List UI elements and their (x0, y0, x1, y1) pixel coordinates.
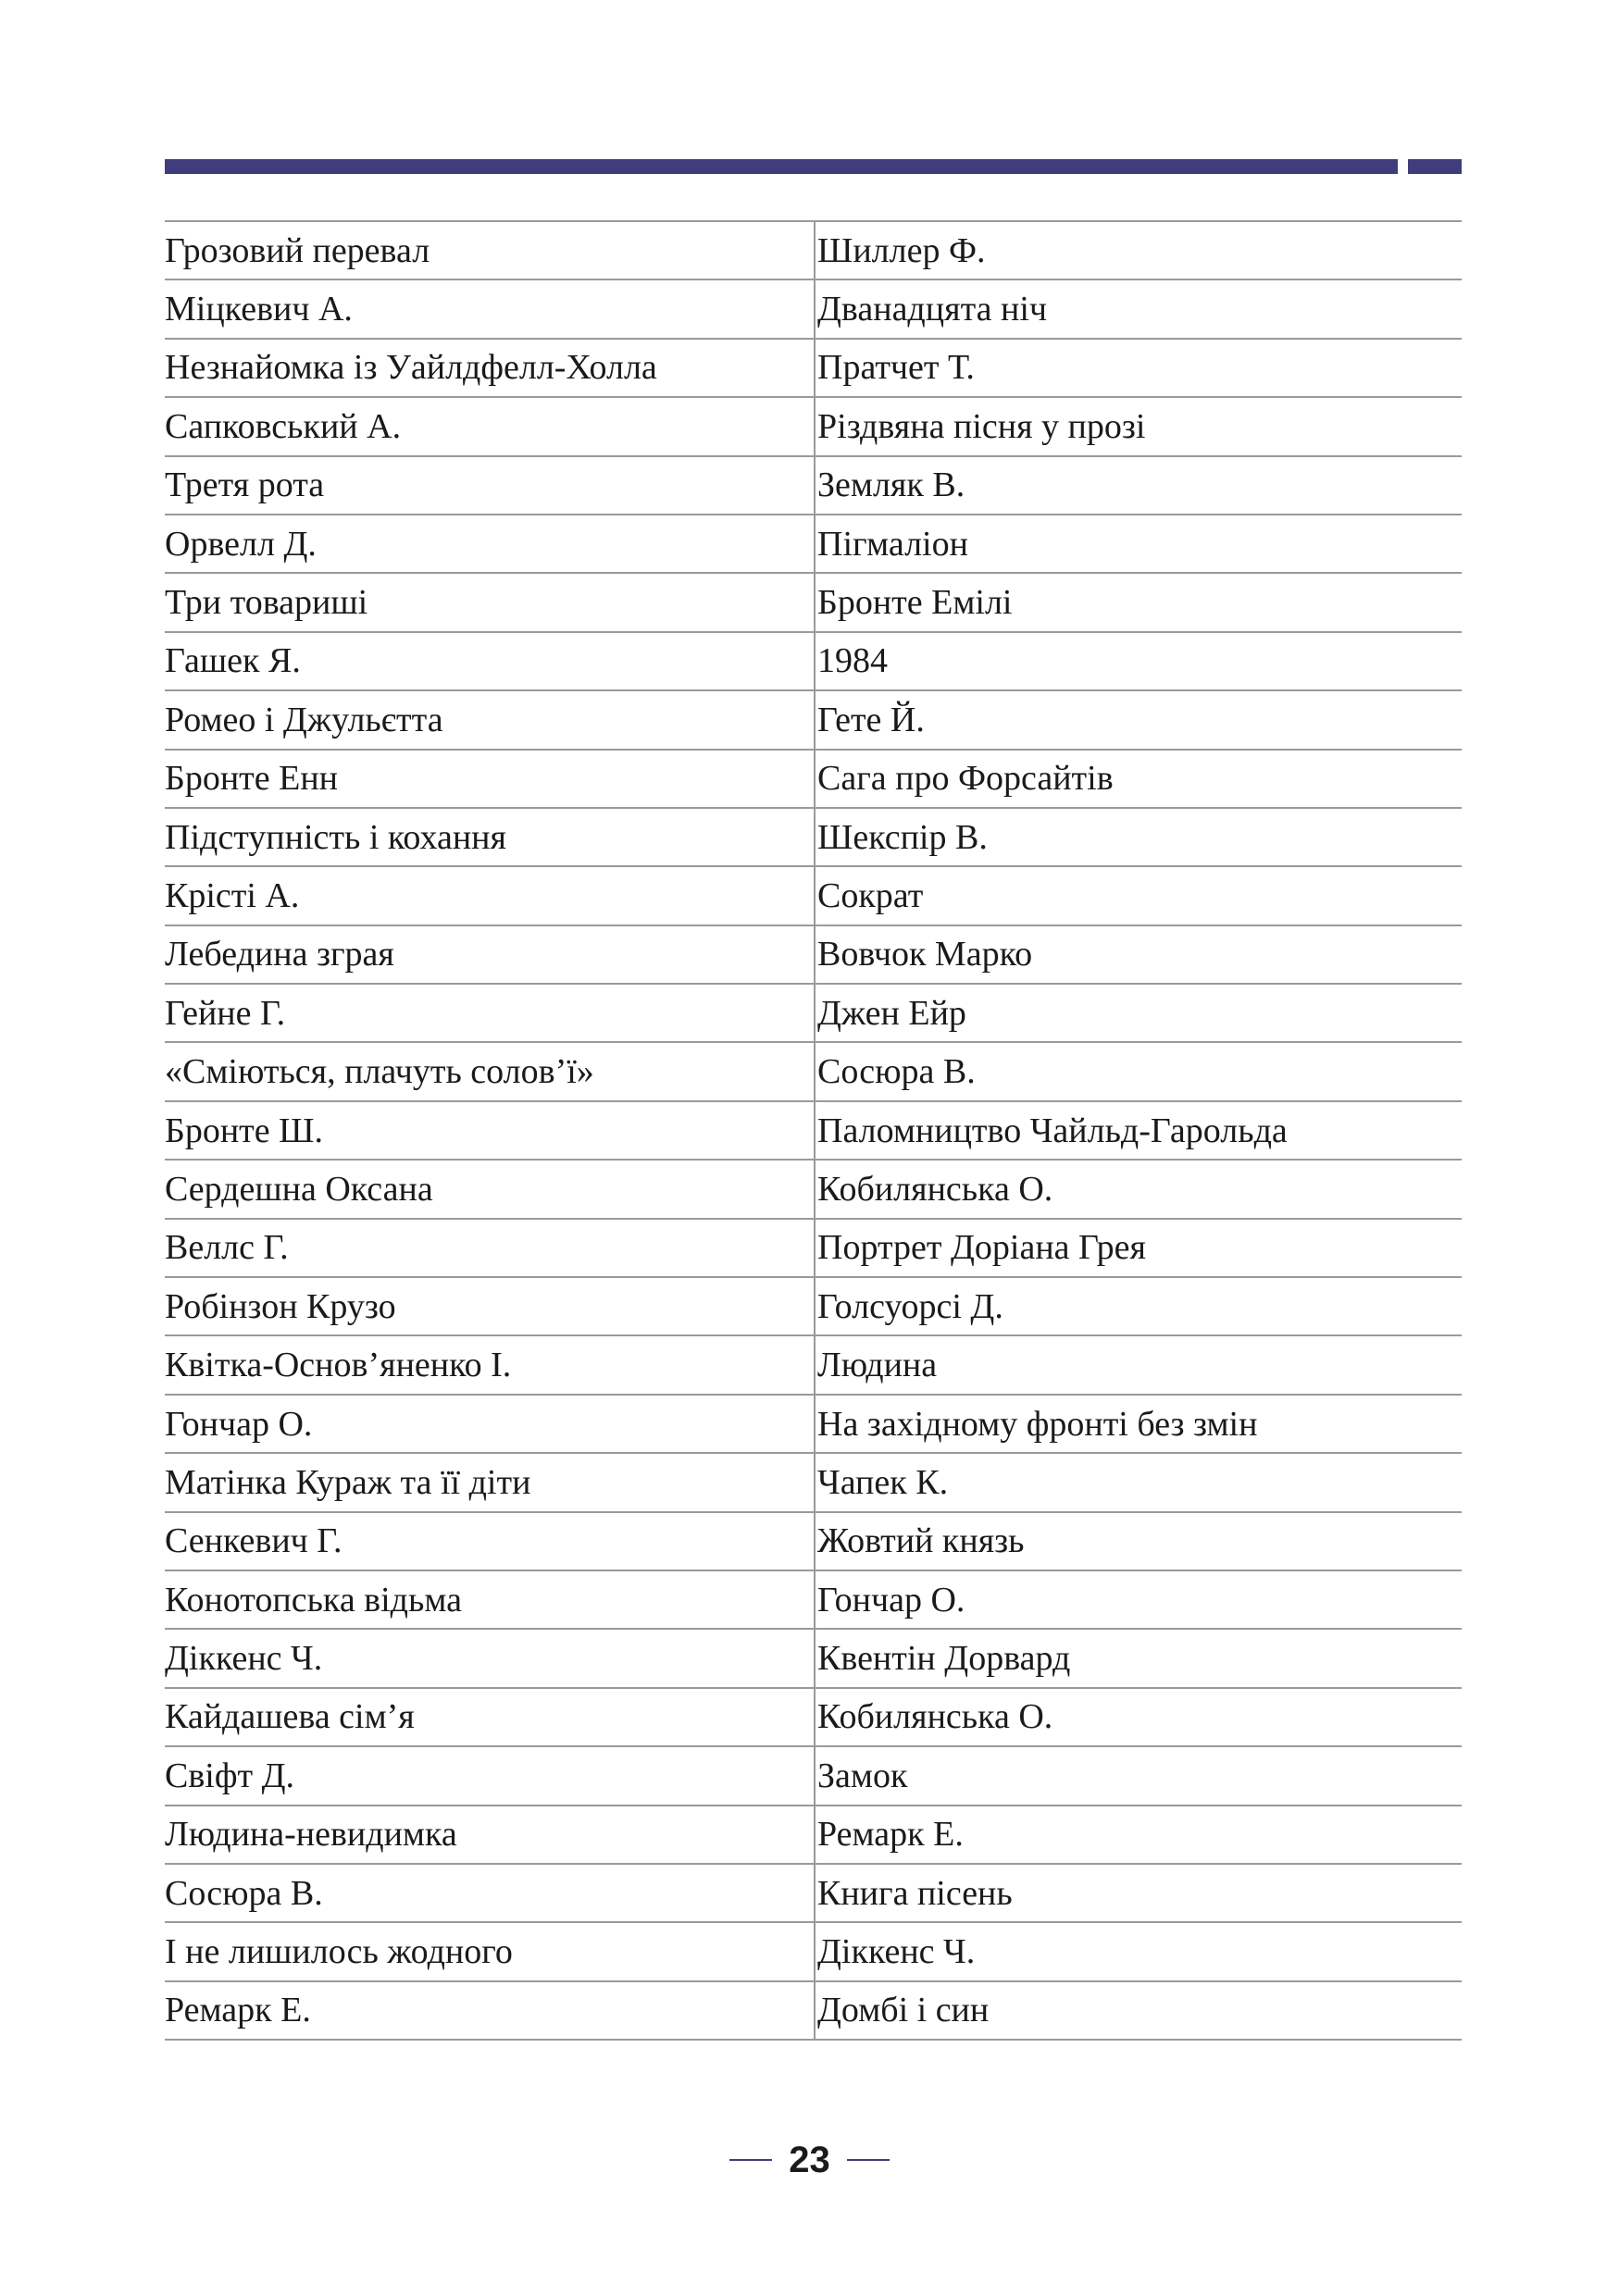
left-cell: Конотопська відьма (165, 1580, 462, 1620)
left-cell: Робінзон Крузо (165, 1286, 396, 1326)
right-cell: Вовчок Марко (814, 926, 1462, 983)
left-cell: Незнайомка із Уайлдфелл-Холла (165, 348, 657, 388)
right-cell: Діккенс Ч. (814, 1923, 1462, 1980)
right-cell: Шекспір В. (814, 809, 1462, 865)
table-row (165, 1220, 1462, 1278)
left-cell: Гашек Я. (165, 641, 301, 681)
left-cell: І не лишилось жодного (165, 1932, 513, 1972)
right-cell: Сосюра В. (814, 1043, 1462, 1099)
page-footer (0, 2132, 1619, 2188)
table-row (165, 1806, 1462, 1865)
table-row (165, 1571, 1462, 1630)
table-row (165, 1396, 1462, 1454)
right-cell: Ремарк Е. (814, 1806, 1462, 1863)
right-cell: Пратчет Т. (814, 340, 1462, 396)
table-row (165, 340, 1462, 398)
left-cell: Матінка Кураж та її діти (165, 1462, 531, 1502)
left-cell: Квітка-Основ’яненко І. (165, 1346, 512, 1385)
left-cell: Грозовий перевал (165, 230, 430, 270)
table-row (165, 222, 1462, 280)
table-row (165, 1923, 1462, 1981)
left-cell: Сердешна Оксана (165, 1169, 433, 1209)
table-row (165, 280, 1462, 339)
right-cell: Чапек К. (814, 1454, 1462, 1510)
left-cell: Кайдашева сім’я (165, 1697, 415, 1737)
right-cell: Кобилянська О. (814, 1160, 1462, 1217)
right-cell: Людина (814, 1336, 1462, 1393)
table-row (165, 1278, 1462, 1336)
table-row (165, 515, 1462, 574)
left-cell: «Сміються, плачуть солов’ї» (165, 1052, 594, 1092)
right-cell: Дванадцята ніч (814, 280, 1462, 337)
left-cell: Три товариші (165, 583, 368, 623)
footer-line-right (847, 2159, 890, 2161)
right-cell: Гете Й. (814, 691, 1462, 748)
left-cell: Гейне Г. (165, 993, 286, 1033)
left-cell: Ромео і Джульєтта (165, 700, 443, 739)
table-row (165, 1513, 1462, 1571)
right-cell: Гончар О. (814, 1571, 1462, 1628)
left-cell: Бронте Ш. (165, 1111, 323, 1150)
table-row (165, 985, 1462, 1043)
right-cell: Замок (814, 1747, 1462, 1804)
left-cell: Свіфт Д. (165, 1756, 294, 1795)
table-row (165, 1043, 1462, 1101)
right-cell: Портрет Доріана Грея (814, 1220, 1462, 1276)
left-cell: Сенкевич Г. (165, 1521, 342, 1561)
left-cell: Гончар О. (165, 1404, 313, 1444)
table-row (165, 1982, 1462, 2041)
left-cell: Діккенс Ч. (165, 1639, 323, 1679)
right-cell: Бронте Емілі (814, 574, 1462, 630)
table-row (165, 574, 1462, 632)
table-row (165, 1630, 1462, 1688)
left-cell: Ремарк Е. (165, 1991, 311, 2030)
left-cell: Веллс Г. (165, 1228, 289, 1268)
right-cell: Квентін Дорвард (814, 1630, 1462, 1686)
header-bar-end (1408, 159, 1462, 174)
table-row (165, 633, 1462, 691)
right-cell: Паломництво Чайльд-Гарольда (814, 1102, 1462, 1159)
table-row (165, 1454, 1462, 1512)
right-cell: Жовтий князь (814, 1513, 1462, 1570)
footer-line-left (729, 2159, 772, 2161)
table-row (165, 1865, 1462, 1923)
left-cell: Людина-невидимка (165, 1815, 457, 1855)
table-row (165, 398, 1462, 456)
right-cell: Голсуорсі Д. (814, 1278, 1462, 1334)
right-cell: 1984 (814, 633, 1462, 689)
table-row (165, 1160, 1462, 1219)
right-cell: Шиллер Ф. (814, 222, 1462, 279)
right-cell: Сократ (814, 867, 1462, 924)
left-cell: Орвелл Д. (165, 524, 317, 564)
table-row (165, 1689, 1462, 1747)
left-cell: Лебедина зграя (165, 935, 394, 974)
right-cell: Пігмаліон (814, 515, 1462, 572)
left-cell: Міцкевич А. (165, 290, 353, 329)
right-cell: На західному фронті без змін (814, 1396, 1462, 1452)
right-cell: Різдвяна пісня у прозі (814, 398, 1462, 454)
page-number: 23 (789, 2139, 830, 2180)
right-cell: Сага про Форсайтів (814, 751, 1462, 807)
right-cell: Домбі і син (814, 1982, 1462, 2039)
table-row (165, 1747, 1462, 1806)
table-row (165, 457, 1462, 515)
right-cell: Земляк В. (814, 457, 1462, 514)
table-row (165, 867, 1462, 925)
table-row (165, 809, 1462, 867)
left-cell: Сапковський А. (165, 406, 402, 446)
left-cell: Крісті А. (165, 875, 300, 915)
left-cell: Бронте Енн (165, 759, 339, 799)
table-row (165, 1102, 1462, 1160)
table-row (165, 926, 1462, 985)
table-row (165, 751, 1462, 809)
right-cell: Джен Ейр (814, 985, 1462, 1041)
matching-table (165, 220, 1462, 2041)
right-cell: Кобилянська О. (814, 1689, 1462, 1745)
left-cell: Третя рота (165, 465, 325, 505)
table-row (165, 691, 1462, 750)
header-bar (165, 159, 1398, 174)
left-cell: Сосюра В. (165, 1873, 323, 1913)
right-cell: Книга пісень (814, 1865, 1462, 1921)
left-cell: Підступність і кохання (165, 817, 506, 857)
table-row (165, 1336, 1462, 1395)
